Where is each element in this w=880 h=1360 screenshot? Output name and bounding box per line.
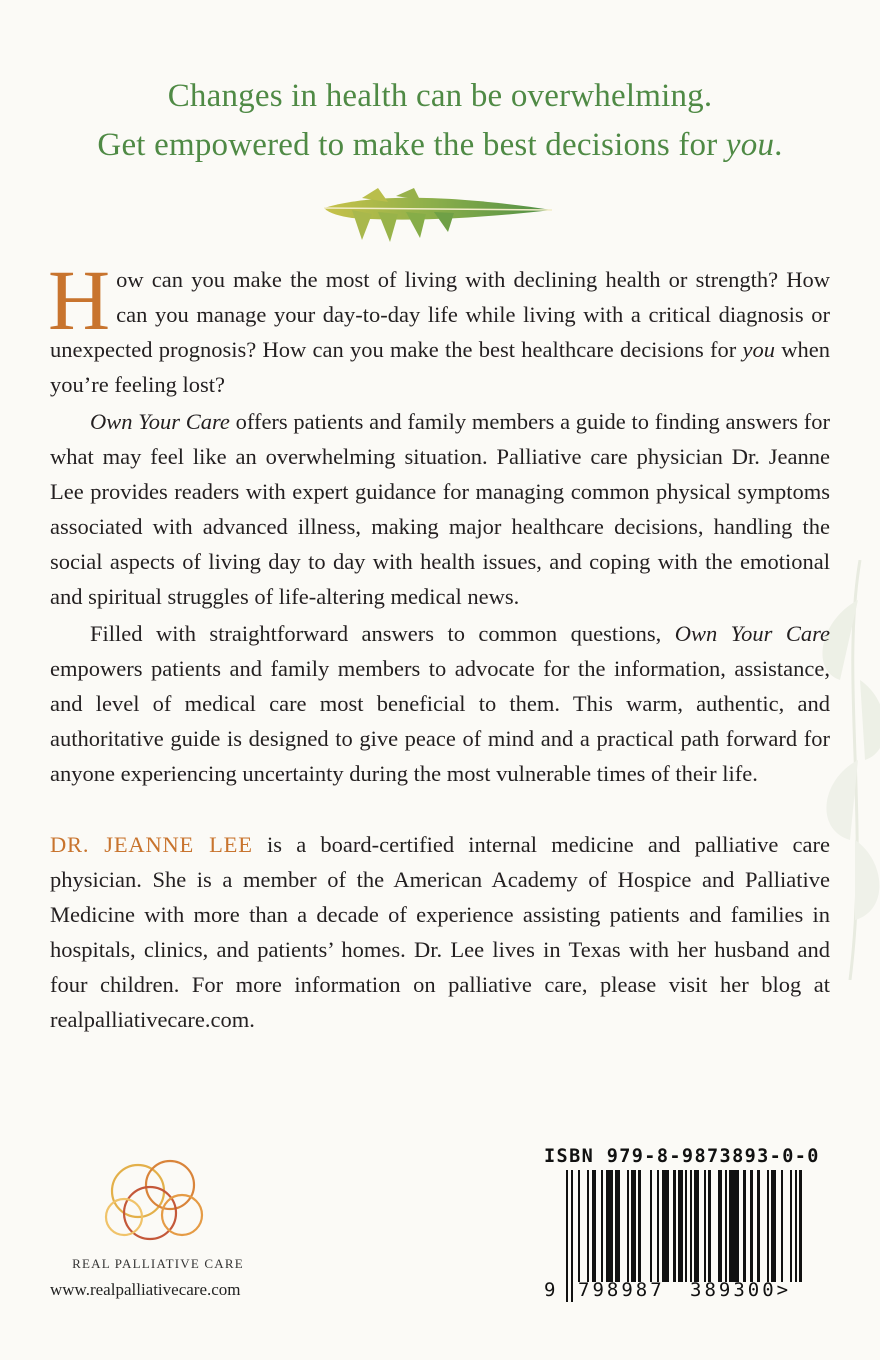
barcode-bar xyxy=(650,1170,652,1282)
barcode-bar xyxy=(690,1170,692,1282)
barcode-bar xyxy=(685,1170,687,1282)
isbn-barcode xyxy=(544,1146,834,1306)
barcode-bar xyxy=(678,1170,683,1282)
barcode-first-digit: 9 xyxy=(544,1279,556,1301)
book-title: Own Your Care xyxy=(90,409,230,434)
barcode-bar xyxy=(781,1170,783,1282)
drop-cap: H xyxy=(48,252,111,348)
barcode-bars xyxy=(566,1170,804,1282)
headline-line-1: Changes in health can be overwhelming. xyxy=(167,78,713,114)
barcode-bar xyxy=(799,1170,801,1282)
barcode-bar xyxy=(662,1170,669,1282)
benefits-paragraph: Filled with straightforward answers to common questions, Own Your Care empowers patients and family members to advocate for the information, assistance, and level of medical care most beneficial to them. This warm, authentic, and authoritative guide is designed to give peace of mind and a practical path forward for anyone experiencing uncertainty during the most vulnerable times of their life. xyxy=(50,621,830,786)
barcode-bar xyxy=(795,1170,797,1282)
barcode-bar xyxy=(601,1170,603,1282)
publisher-name: REAL PALLIATIVE CARE xyxy=(72,1256,244,1271)
barcode-left-digits: 798987 xyxy=(578,1279,665,1301)
author-name: DR. JEANNE LEE xyxy=(50,832,253,857)
barcode-right-digits: 389300> xyxy=(690,1279,792,1301)
barcode-bar xyxy=(708,1170,710,1282)
book-description xyxy=(48,252,830,1037)
barcode-bar xyxy=(587,1170,589,1282)
barcode-bar xyxy=(627,1170,629,1282)
barcode-bar xyxy=(757,1170,759,1282)
headline xyxy=(0,72,880,170)
barcode-bar xyxy=(750,1170,752,1282)
barcode-bar xyxy=(592,1170,597,1282)
barcode-bar xyxy=(638,1170,640,1282)
barcode-bar xyxy=(578,1170,580,1282)
barcode-bar xyxy=(767,1170,769,1282)
book-title: Own Your Care xyxy=(674,621,830,646)
summary-paragraph: Own Your Care offers patients and family members a guide to finding answers for what may feel like an overwhelming situation. Palliative care physician Dr. Jeanne Lee provides readers with expert guidance for managing common physical symptoms associated with advanced illness, making major healthcare decisions, handling the social aspects of living day to day with health issues, and coping with the emotional and spiritual struggles of life-altering medical news. xyxy=(50,409,830,609)
isbn-label: ISBN 979-8-9873893-0-0 xyxy=(544,1146,820,1167)
barcode-bar xyxy=(790,1170,792,1282)
barcode-bar xyxy=(571,1170,573,1302)
intro-paragraph: How can you make the most of living with declining health or strength? How can you manage your day-to-day life while living with a critical diagnosis or unexpected prognosis? How can you make the best healthcare decisions for you when you’re feeling lost? xyxy=(48,252,830,397)
author-bio: DR. JEANNE LEE is a board-certified internal medicine and palliative care physician. She is a member of the American Academy of Hospice and Palliative Medicine with more than a decade of experience assisting patients and families in hospitals, clinics, and patients’ homes. Dr. Lee lives in Texas with her husband and four children. For more information on palliative care, please visit her blog at realpalliativecare.com. xyxy=(50,832,830,1032)
barcode-bar xyxy=(631,1170,636,1282)
barcode-bar xyxy=(771,1170,776,1282)
barcode-bar xyxy=(694,1170,699,1282)
barcode-bar xyxy=(704,1170,706,1282)
barcode-bar xyxy=(743,1170,745,1282)
barcode-bar xyxy=(718,1170,723,1282)
leaf-icon xyxy=(322,188,554,246)
headline-line-2: Get empowered to make the best decisions for you. xyxy=(97,127,783,163)
publisher-url: www.realpalliativecare.com xyxy=(50,1280,241,1299)
barcode-bar xyxy=(566,1170,568,1302)
interlocking-circles-logo-icon xyxy=(98,1155,214,1247)
barcode-bar xyxy=(729,1170,738,1282)
barcode-bar xyxy=(673,1170,675,1282)
barcode-bar xyxy=(657,1170,659,1282)
barcode-bar xyxy=(615,1170,620,1282)
barcode-bar xyxy=(725,1170,727,1282)
barcode-bar xyxy=(606,1170,613,1282)
